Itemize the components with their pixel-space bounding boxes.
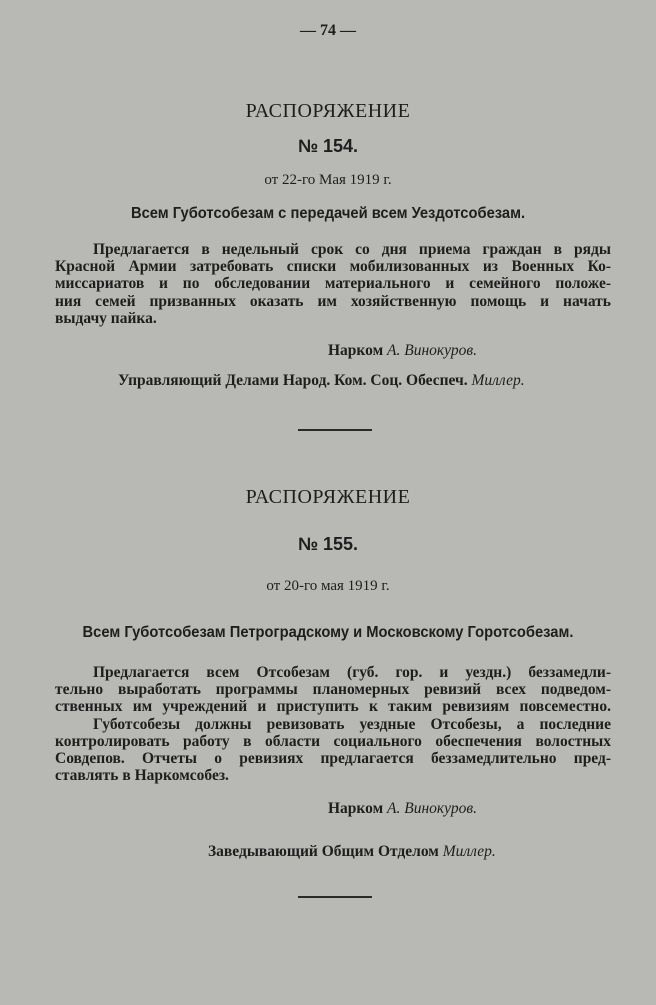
signature-name: А. Винокуров.: [387, 342, 477, 359]
body-line: Губотсобезы должны ревизовать уездные Отсобезы, а последние: [93, 715, 611, 733]
signature-name: Миллер.: [442, 843, 496, 860]
signature-narkom: [328, 800, 477, 818]
page-number: — 74 —: [300, 22, 356, 39]
signature-role: Нарком: [328, 342, 384, 359]
signature-name: Миллер.: [471, 372, 525, 389]
order-body: [55, 241, 611, 327]
body-line: тельно выработать программы планомерных ревизий всех подведом-: [55, 681, 611, 699]
body-line: контролировать работу в области социального обеспечения волостных: [55, 732, 611, 750]
order-number: № 154.: [297, 136, 359, 156]
signature-role: Заведывающий Общим Отделом: [208, 843, 439, 860]
order-heading: Всем Губотсобезам Петроградскому и Московскому Горотсобезам.: [82, 624, 574, 641]
order-date: от 20-го мая 1919 г.: [266, 578, 390, 594]
body-line: ния семей призванных оказать им хозяйственную помощь и начать: [55, 292, 611, 310]
body-line: выдачу пайка.: [55, 309, 157, 327]
signature-narkom: [328, 342, 477, 360]
signature-manager: [118, 372, 525, 390]
body-line: Предлагается всем Отсобезам (губ. гор. и уездн.) беззамедли-: [93, 664, 611, 681]
body-line: Красной Армии затребовать списки мобилизованных из Военных Ко-: [55, 258, 611, 276]
order-heading: Всем Губотсобезам с передачей всем Уездотсобезам.: [130, 205, 526, 222]
body-line: миссариатов и по обследовании материального и семейного положе-: [55, 275, 611, 293]
body-line: ставлять в Наркомсобез.: [55, 767, 229, 785]
body-line: Совдепов. Отчеты о ревизиях предлагается беззамедлительно пред-: [55, 750, 611, 768]
order-date: от 22-го Мая 1919 г.: [264, 172, 392, 188]
order-number: № 155.: [297, 534, 359, 554]
divider: [298, 429, 372, 431]
signature-name: А. Винокуров.: [387, 800, 477, 817]
order-body: [55, 664, 611, 784]
signature-role: Управляющий Делами Народ. Ком. Соц. Обеспеч.: [118, 372, 468, 389]
body-line: Предлагается в недельный срок со дня приема граждан в ряды: [93, 241, 611, 258]
signature-department-head: [208, 843, 496, 861]
body-line: ственных им учреждений и приступить к таким ревизиям повсеместно.: [55, 698, 611, 716]
signature-role: Нарком: [328, 800, 384, 817]
order-title: РАСПОРЯЖЕНИЕ: [245, 486, 411, 508]
order-title: РАСПОРЯЖЕНИЕ: [245, 100, 411, 122]
divider: [298, 896, 372, 898]
